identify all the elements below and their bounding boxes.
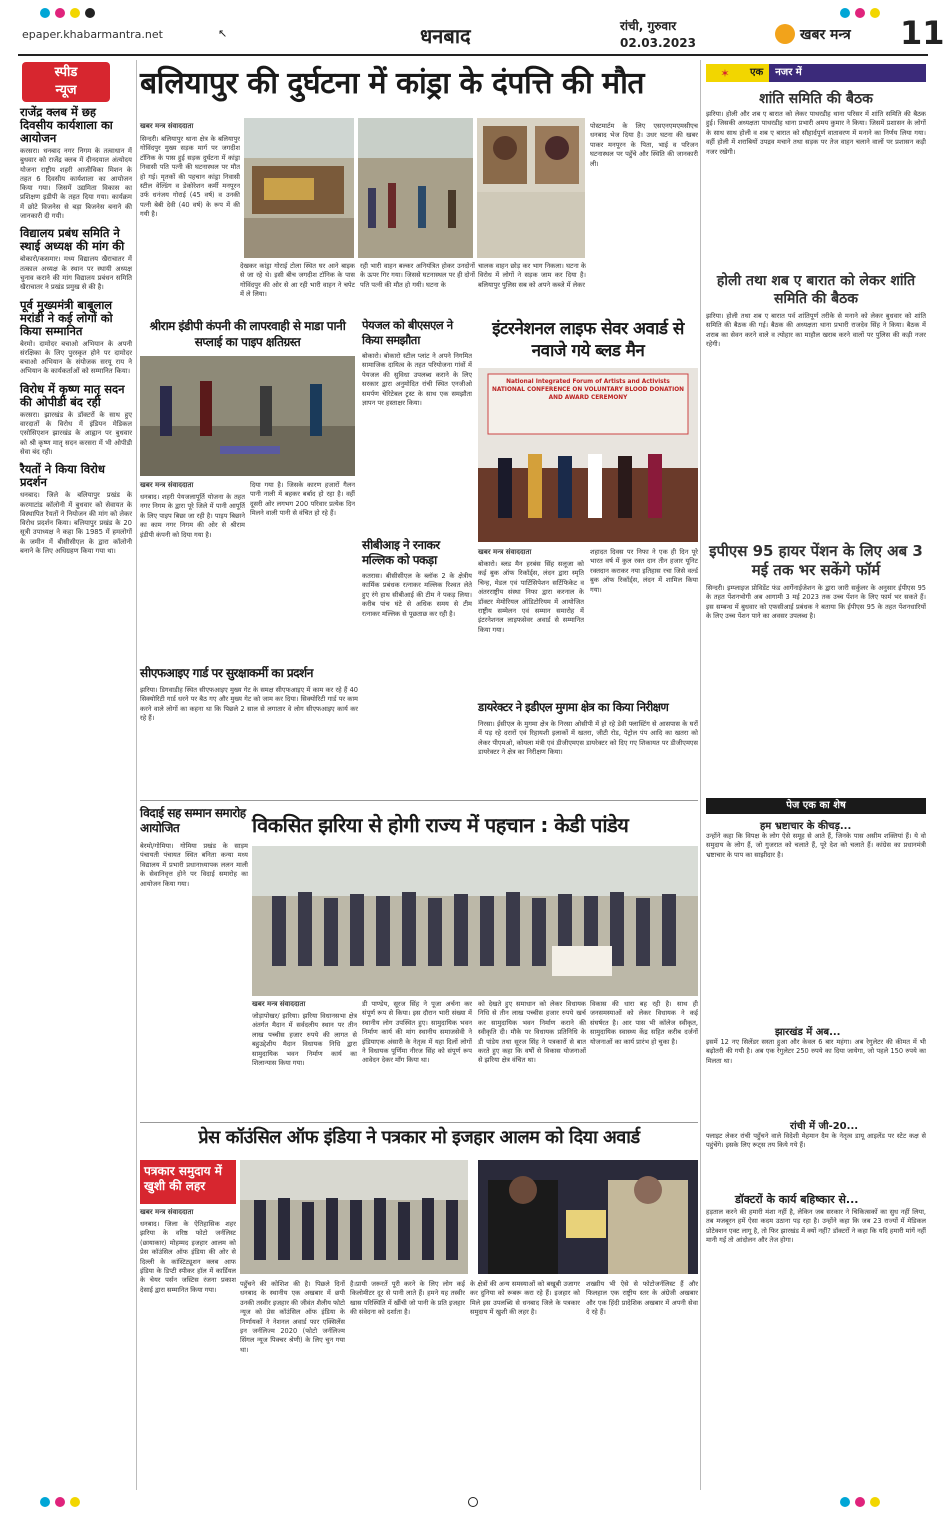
story-text: पोस्टमार्टम के लिए एसएनएमएमसीएच धनबाद भेज दिया है। उधर घटना की खबर पाकर मनपूरन के पिता, भाई व परिजन घटनास्थल पर पहुँचे और स्थिति की जानकारी ली। bbox=[590, 122, 698, 168]
right-text: झरिया। होली तथा शब ए बारात पर्व शांतिपूर्ण तरीके से मनाने को लेकर बुधवार को शांति समिति की बैठक की गई। बैठक की अध्यक्षता थाना प्रभारी राजदेव सिंह ने किया। बैठक में शराब का सेवन करने वाले व त्योहार का माहौल खराब करने वालों पर पुलिस की कड़ी नजर रहेगी। bbox=[706, 312, 926, 349]
story-text: देखकर कांड्रा गोराई टोला स्थित घर आने बाइक से जा रहे थे। इसी बीच जगदीश टॉनिक के पास गोविंदपुर की ओर से आ रही भारी वाहन ने चपेट में ले लिया। bbox=[240, 262, 355, 299]
brand-logo-icon bbox=[775, 24, 795, 44]
section-rule bbox=[140, 800, 698, 801]
right-text: इसमें 12 नए सिलेंडर सस्ता हुआ और केवल 6 बार महंगा। अब रेगुलेटर की कीमत में भी बढ़ोतरी की गयी है। अब एक रेगुलेटर 250 रुपये का दिया जायेगा, जो पहले 150 रुपये का मिलता था। bbox=[706, 1038, 926, 1065]
column-divider bbox=[700, 60, 701, 1490]
reg-dot bbox=[840, 1497, 850, 1507]
group-photo[interactable] bbox=[252, 846, 698, 996]
ek-nazar-tag bbox=[706, 64, 926, 82]
right-headline[interactable]: शांति समिति की बैठक bbox=[759, 91, 873, 107]
story-text: धनबाद। जिला के ऐतिहासिक शहर झरिया के वरिष्ठ फोटो जर्नलिस्ट (छायाकार) मोहम्मद इजहार आलम को प्रेस कॉउंसिल ऑफ इंडिया की ओर से दिल्ली के कांस्टिट्यूशन क्लब आफ इंडिया के डिप्टी स्पीकर हॉल में कार्डियल के चेयर पर्सन जस्टिस रंजना प्रकाश देसाई द्वारा सम्मानित किया गया। bbox=[140, 1220, 236, 1294]
registration-marks bbox=[0, 8, 945, 18]
story-text: रही भारी वाहन बल्कर अनियंत्रित होकर उनदोनों के ऊपर गिर गया। जिससे घटनास्थल पर ही दोनों पति पत्नी की मौत हो गयी। घटना के bbox=[360, 262, 475, 289]
story-text: डी पाण्डेय, सूरज सिंह ने पूजा अर्चना कर संपूर्ण रूप से किया। इस दौरान भारी संख्या में स्थानीय लोग उपस्थित हुए। सामुदायिक भवन निर्माण कार्य की मांग स्थानीय समाजसेवी ने इंडियाएक अंसारी के नेतृत्व में यहा दिलों लोगों ने विधायक पूर्णिमा नीरज सिंह को संपूर्ण रूप आवेदन देकर माँग किया था। bbox=[362, 1000, 472, 1065]
left-story-body: करसरा। झारखंड के डॉक्टरों के साथ हुए वारदातों के विरोध में इंडियन मेडिकल एसोसिएशन झारखंड के आह्वान पर बुधवार को श्री कृष्ण मातृ सदन करसरा में भी ओपीडी सेवा बंद रही। bbox=[20, 410, 132, 456]
reg-dot bbox=[855, 1497, 865, 1507]
left-story-body: बेरमो। दामोदर बचाओ अभियान के अपनी संरक्षिका के लिए पुरस्कृत होने पर दामोदर बचाओ अभियान के संयोजक सरयू राय ने अभियान के कार्यकर्ताओं को सम्मानित किया। bbox=[20, 339, 132, 376]
right-text: झरिया। होली और शब ए बारात को लेकर पाथरडीह थाना परिसर में शांति समिति की बैठक हुई। जिसकी अध्यक्षता पाथरडीह थाना प्रभारी अमय कुमार ने किया। जिसमें प्रशासन के लोगों के साथ साथ होली व शब ए बारात को सौहार्दपूर्ण वातावरण में मनाने का निर्णय लिया गया। वहीं होली में शराबियों उपद्रव मचाने तथा सड़क पर तेज वाहन चलाने वालों पर प्रशासन कड़ी नजर रखेगी। bbox=[706, 110, 926, 156]
right-subhead[interactable]: डॉक्टरों के कार्य बहिष्कार से... bbox=[735, 1193, 859, 1206]
story-text: शहादत दिवस पर निफा ने एक ही दिन पूरे भारत वर्ष में कुल रक्त दान तीन हजार यूनिट रक्तदान कराकर नया इतिहास रचा जिसे वर्ल्ड बुक ऑफ रिकॉर्ड्स, लंदन में शामिल किया गया। bbox=[590, 548, 698, 594]
cursor-icon: ↖ bbox=[218, 27, 228, 40]
section-label: पत्रकार समुदाय में खुशी की लहर bbox=[144, 1164, 222, 1193]
date-line: 02.03.2023 bbox=[620, 36, 696, 50]
speed-news-badge bbox=[22, 62, 110, 102]
journalists-photo[interactable] bbox=[240, 1160, 468, 1274]
right-headline[interactable]: इपीएस 95 हायर पेंशन के लिए अब 3 मई तक भर सकेंगे फॉर्म bbox=[709, 542, 923, 579]
byline: खबर मन्त्र संवाददाता bbox=[478, 548, 532, 556]
footer-registration-marks bbox=[0, 1497, 945, 1511]
accident-photo[interactable] bbox=[244, 118, 354, 258]
right-subhead[interactable]: हम भ्रष्टाचार के कीचड़... bbox=[760, 821, 852, 832]
story-text: है।प्रायी जरूरतें पूरी करने के लिए लोग कई किलोमीटर दूर से पानी लाते हैं। हमने यह तस्वीर खास परिस्थिति में खींची जो पानी के प्रति इजहार की संवेदना को दर्शाता है। bbox=[350, 1280, 465, 1317]
left-story-title: पूर्व मुख्यमंत्री बाबूलाल मरांडी ने कई लोगों को किया सम्मानित bbox=[20, 297, 113, 338]
story-text: विकास की धारा बह रही है। साथ ही जनसमस्याओं को लेकर विधायक ने कई संघर्षरत है। आर पास भी कॉलेज स्वीकृत, सामुदायिक स्वास्थ्य केंद्र सहित करीब दर्जनों योजनाओं का कार्य प्रारंभ हो चुका है। bbox=[590, 1000, 698, 1046]
left-story bbox=[20, 106, 132, 221]
reg-dot bbox=[85, 8, 95, 18]
tag-ek: एक bbox=[744, 64, 769, 82]
right-text: उन्होंने कहा कि विपक्ष के लोग ऐसे समूह से आते हैं, जिनके पास असीम शक्तियां हैं। ये वो समुदाय के लोग हैं, जो गुजरात को चलाते हैं, पूरे देश को चलाते हैं। कांग्रेस का प्रधानमंत्री भ्रष्टाचार के पाप का साझीदार है। bbox=[706, 832, 926, 859]
story-headline[interactable]: विदाई सह सम्मान समारोह आयोजित bbox=[140, 806, 246, 835]
byline: खबर मन्त्र संवाददाता bbox=[252, 1000, 306, 1008]
tag-nazar: नजर में bbox=[769, 64, 926, 82]
story-headline[interactable]: श्रीराम इंडीपी कंपनी की लापरवाही से माडा पानी सप्लाई का पाइप क्षतिग्रस्त bbox=[149, 319, 346, 349]
left-story-title: रैयतों ने किया विरोध प्रदर्शन bbox=[20, 462, 105, 490]
banner-text: National Integrated Forum of Artists and Activists NATIONAL CONFERENCE ON VOLUNTARY BLOOD DONATION AND AWARD CEREMONY bbox=[491, 379, 685, 401]
reg-dot bbox=[855, 8, 865, 18]
reg-dot bbox=[40, 1497, 50, 1507]
reg-dot bbox=[870, 1497, 880, 1507]
story-text: निरसा। ईसीएल के मुगमा क्षेत्र के निरसा ओसीपी में हो रहे डेवी फ्लास्टिंग से आसपास के घरों में पड़ रहे दरारों एवं रिहायशी इलाकों में खतरा, जीटी रोड, पेट्रोल पंप आदि का खतरा को लेकर पीएमओ, कोयला मंत्री एवं डीजीएमएस डायरेक्टर को दिए गए शिकायत पर डीजीएमएस डायरेक्टर ने क्षेत्र का निरीक्षण किया। bbox=[478, 720, 698, 757]
award-photo[interactable] bbox=[478, 1160, 698, 1274]
pipe-damage-photo[interactable] bbox=[140, 356, 355, 476]
story-text: धनबाद। शहरी पेयजलापूर्ति योजना के तहत नगर निगम के द्वारा पूरे जिले में पानी आपूर्ति के लिए पाइप बिछा जा रही है। पाइप बिछाने का काम नगर निगम की ओर से श्रीराम इंडीपी कंपनी को दिया गया है। bbox=[140, 493, 245, 539]
story-text: सिन्दरी। बलियापुर थाना क्षेत्र के बलियापुर गोविंदपुर मुख्य सड़क मार्ग पर जगदीश टॉनिक के पास हुई सड़क दुर्घटना में कांड्रा निवासी पति पत्नी की घटनास्थल पर मौत हो गई। मृतकों की पहचान कांड्रा निवासी स्टील वेल्डिंग व डेकोरेशन कर्मी मनपूरन उर्फ धनंजय गोराई (45 वर्ष) व उनकी पत्नी बेबी देवी (40 वर्ष) के रूप में की गयी है। bbox=[140, 135, 240, 219]
left-story-body: करसरा। धनबाद नगर निगम के तत्वाधान में बुधवार को राजेंद्र क्लब में दीनदयाल अंत्योदय योजना राष्ट्रीय शहरी आजीविका मिशन के तहत 6 दिवसीय कार्यशाला का आयोजन किया गया। जिसमें उद्यमिता विकास का प्रशिक्षण इडीपी के तहत दिया गया। कार्यक्रम में छोटे विजनेस से बड़ा बिजनेस बनाने की जानकारी दी गयी। bbox=[20, 147, 132, 221]
story-text: बेरमो/गोमिया। गोमिया प्रखंड के साड़म पंचायती पंचायत स्थित बनिता कन्या मध्य विद्यालय में प्रभारी प्रधानाध्यापक ललन माली के सेवानिवृत्त होने पर विदाई समारोह का आयोजन किया गया। bbox=[140, 842, 248, 888]
reg-dot bbox=[55, 1497, 65, 1507]
left-story-title: विद्यालय प्रबंध समिति ने स्थाई अध्यक्ष की मांग की bbox=[20, 226, 125, 254]
story-text: बोकारो। बोकारो स्टील प्लांट ने अपने निगमित सामाजिक दायित्व के तहत परियोजना गांवों में पेयजल की सुविधा उपलब्ध कराने के लिए सरकार द्वारा अनुमोदित रांची स्थित एनजीओ समर्पण चेरिटेबल ट्रस्ट के साथ एक समझौता ज्ञापन पर हस्ताक्षर किया। bbox=[362, 352, 472, 408]
right-subhead[interactable]: रांची में जी-20... bbox=[790, 1121, 859, 1132]
story-headline[interactable]: प्रेस कॉउंसिल ऑफ इंडिया ने पत्रकार मो इजहार आलम को दिया अवार्ड bbox=[198, 1127, 640, 1148]
story-text: जोड़ापोखर/ झरिया। झरिया विधानसभा क्षेत्र अंतर्गत मैदान में सर्वदलीय स्थान पर तीन लाख पच्चीस हजार रुपये की लागत से बहुउद्देशीय मैदान विधायक निधि द्वारा सामुदायिक भवन निर्माण कार्य का शिलान्यास किया गया। bbox=[252, 1012, 357, 1068]
victims-photo[interactable] bbox=[477, 118, 585, 258]
badge-line2: न्यूज bbox=[55, 83, 77, 98]
right-text: हड़ताल करने की हमारी मंशा नहीं है, लेकिन जब सरकार ने चिकित्सकों का सुध नहीं लिया, तब मजबूरन हमें ऐसा कदम उठाना पड़ रहा है। उन्होंने कहा कि जब 23 राज्यों में मेडिकल प्रोटेक्शन एक्ट लागू है, तो फिर झारखंड में क्यों नहीं? डॉक्टरों ने कहा कि यदि हमारी मांगें नहीं मानी गईं तो आंदोलन और तेज होगा। bbox=[706, 1208, 926, 1245]
story-headline[interactable]: पेयजल को बीएसएल ने किया समझौता bbox=[362, 318, 453, 347]
left-story-body: धनबाद। जिले के बलियापुर प्रखंड के करमाटांड कॉलोनी में बुधवार को सेवायत के विस्थापित रैयतों ने नियोजन की मांग को लेकर विरोध प्रदर्शन किया। बलियापुर प्रखंड के 20 सूत्री उपाध्यक्ष ने कहा कि 1985 में हमलोगों के जमीन में बीसीसीएल के द्वारा कॉलोनी बनाने के लिए अधिग्रहण किया गया था। bbox=[20, 491, 132, 556]
date-block bbox=[620, 18, 696, 52]
crosshair-icon bbox=[468, 1497, 478, 1507]
reg-dot bbox=[840, 8, 850, 18]
right-text: सिन्दरी। इम्प्लाइज प्रोविडेंट फंड आर्गेनाईजेशन के द्वारा जारी सर्कुलर के अनुसार ईपीएस 95 के तहत पेंशनभोगी अब आगामी 3 मई 2023 तक उच्च पेंशन के लिए फार्म भर सकते हैं। इस सम्बन्ध में बुधवार को एफसीआई प्रबंधक ने बताया कि ईपीएस 95 के तहत पेंशनधारियों के लिए उच्च पेंशन पाने का अवसर उपलब्ध है। bbox=[706, 584, 926, 621]
story-text: दिया गया है। जिसके कारण हजारों गैलन पानी नाली में बहकर बर्बाद हो रहा है। वहीं दूसरी ओर लगभग 200 परिवार प्रत्येक दिन मिलने वाली पानी से वंचित हो रहे हैं। bbox=[250, 481, 355, 518]
epaper-url[interactable]: epaper.khabarmantra.net bbox=[22, 28, 163, 41]
right-subhead[interactable]: झारखंड में अब... bbox=[775, 1027, 841, 1038]
star-icon: ✶ bbox=[706, 64, 744, 82]
story-text: झरिया। डिगवाडीह स्थित सीएफआइए मुख्य गेट के समक्ष सीएफआइए में काम कर रहे हैं 40 सिक्योरिटी गार्ड धरने पर बैठ गए और मुख्य गेट को जाम कर दिया। सिक्योरिटी गार्ड पर काम करने वाले लोगों का कहना था कि पिछले 2 साल से लगातार वे लोग सीएफआइए कार्य कर रहे हैं। bbox=[140, 686, 358, 723]
story-text: बोकारो। ब्लड मैन हरबंस सिंह सलूजा को कई बुक ऑफ रिकॉर्ड्स, लंदन द्वारा स्मृति चिन्ह, मेडल एवं पार्टिसिपेशन सर्टिफिकेट व अंतरराष्ट्रीय संस्था निफा द्वारा करनाल के डॉक्टर मेमोरियल ऑडिटोरियम में आयोजित राष्ट्रीय सम्मेलन एवं सम्मान समारोह में इंटरनेशनल लाइफसेवर अवार्ड से सम्मानित किया गया। bbox=[478, 560, 584, 634]
reg-dot bbox=[70, 1497, 80, 1507]
left-story bbox=[20, 463, 132, 556]
left-story-body: बोकारो/कसमार। मध्य विद्यालय खैराचातर में तत्काल अध्यक्ष के स्थान पर स्थायी अध्यक्ष चुनाव कराने की मांग विद्यालय प्रबंधन समिति खैराचातर ने प्रखंड प्रमुख से की है। bbox=[20, 255, 132, 292]
story-text: के क्षेत्रों की अन्य समस्याओं को बखूबी उजागर कर दुनिया को रूबरू करा रहे हैं। इजहार को मिले इस उपलब्धि से धनबाद जिले के पत्रकार समुदाय में खुशी की लहर है। bbox=[470, 1280, 580, 1317]
left-story bbox=[20, 299, 132, 377]
brand-name: खबर मन्त्र bbox=[800, 26, 851, 43]
left-story bbox=[20, 383, 132, 457]
story-headline[interactable]: डायरेक्टर ने इडीएल मुगमा क्षेत्र का किया निरीक्षण bbox=[478, 700, 669, 714]
story-headline[interactable]: सीएफआइए गार्ड पर सुरक्षाकर्मी का प्रदर्शन bbox=[140, 666, 313, 680]
reg-dot bbox=[55, 8, 65, 18]
lead-headline[interactable]: बलियापुर की दुर्घटना में कांड्रा के दंपत्ति की मौत bbox=[140, 66, 644, 101]
brand-logo[interactable] bbox=[775, 22, 851, 46]
story-text: कतरास। बीसीसीएल के ब्लॉक 2 के क्षेत्रीय कार्मिक प्रबंधक रत्नाकर मल्लिक रिश्वत लेते हुए रंगे हाथ सीबीआई की टीम ने पकड़ लिया। करीब पांच घंटे से अधिक समय से टीम रत्नाकर मल्लिक से पूछताछ कर रही है। bbox=[362, 572, 472, 618]
byline: खबर मन्त्र संवाददाता bbox=[140, 481, 194, 489]
section-rule bbox=[140, 1122, 698, 1123]
day-line: रांची, गुरुवार bbox=[620, 19, 677, 33]
reg-dot bbox=[70, 8, 80, 18]
right-headline[interactable]: होली तथा शब ए बारात को लेकर शांति समिति की बैठक bbox=[716, 273, 916, 307]
masthead bbox=[0, 0, 945, 56]
story-text: को देखते हुए समाधान को लेकर विधायक निधि से तीन लाख पच्चीस हजार रुपये खर्च कर सामुदायिक भवन निर्माण कराने की स्वीकृति दी। मौके पर विधायक प्रतिनिधि के डी पांडेय तथा सूरज सिंह ने पत्रकारों से बात करते हुए कहा कि वर्षों से विकास योजनाओं से झरिया क्षेत्र वंचित था। bbox=[478, 1000, 586, 1065]
reg-dot bbox=[40, 8, 50, 18]
top-rule bbox=[18, 54, 928, 56]
right-text: फ्लाइट लेकर रांची पहुँचने वाले विदेशी मेहमान दैम के नेतृत्व डायू आइलेंड पर स्टेट कक्ष से पहुंचेंगे। इसके लिए रूट्स तय किये गये हैं। bbox=[706, 1132, 926, 1150]
story-headline[interactable]: विकसित झरिया से होगी राज्य में पहचान : केडी पांडेय bbox=[252, 813, 629, 837]
story-text: शख्सीय भी ऐसे से फोटोजर्नलिस्ट हैं और फिलहाल एक राष्ट्रीय स्तर के अंग्रेजी अखबार और एक हिंदी प्रादेशिक अखबार में अपनी सेवा दे रहे हैं। bbox=[586, 1280, 698, 1317]
left-story-title: राजेंद्र क्लब में छह दिवसीय कार्यशाला का आयोजन bbox=[20, 105, 113, 145]
story-text: चालक वाहन छोड़ कर भाग निकला। घटना के विरोध में लोगों ने सड़क जाम कर दिया है। बलियापुर पुलिस सब को अपने कब्जे में लेकर bbox=[478, 262, 586, 289]
section-label-box bbox=[140, 1160, 236, 1204]
speed-news-column bbox=[20, 106, 132, 562]
reg-dot bbox=[870, 8, 880, 18]
story-headline[interactable]: इंटरनेशनल लाइफ सेवर अवार्ड से नवाजे गये ब्लड मैन bbox=[492, 319, 684, 361]
crowd-photo[interactable] bbox=[358, 118, 473, 258]
column-divider bbox=[136, 60, 137, 1490]
byline: खबर मन्त्र संवाददाता bbox=[140, 1208, 194, 1216]
edition-city: धनबाद bbox=[420, 24, 471, 48]
page-number: 11 bbox=[900, 14, 945, 52]
left-story-title: विरोध में कृष्ण मातृ सदन की ओपीडी बंद रही bbox=[20, 381, 125, 409]
badge-line1: स्पीड bbox=[54, 65, 78, 80]
story-text: पहुँचने की कोशिश की है। पिछले दिनों धनबाद के स्थानीय एक अखबार में छपी उनकी तस्वीर इजहार की जीवंत शैलीय फोटो न्यूज को प्रेस कॉउंसिल ऑफ इंडिया के निर्णायकों ने नेशनल अवार्ड फार एक्सिलेंस इन जर्नलिज्म 2020 (फोटो जर्नलिज्म सिंगल न्यूज पिक्चर श्रेणी) के लिए चुन गया था। bbox=[240, 1280, 345, 1354]
continued-box-header: पेज एक का शेष bbox=[706, 798, 926, 814]
byline: खबर मन्त्र संवाददाता bbox=[140, 122, 194, 130]
story-headline[interactable]: सीबीआइ ने रनाकर मल्लिक को पकड़ा bbox=[362, 538, 440, 567]
left-story bbox=[20, 227, 132, 292]
